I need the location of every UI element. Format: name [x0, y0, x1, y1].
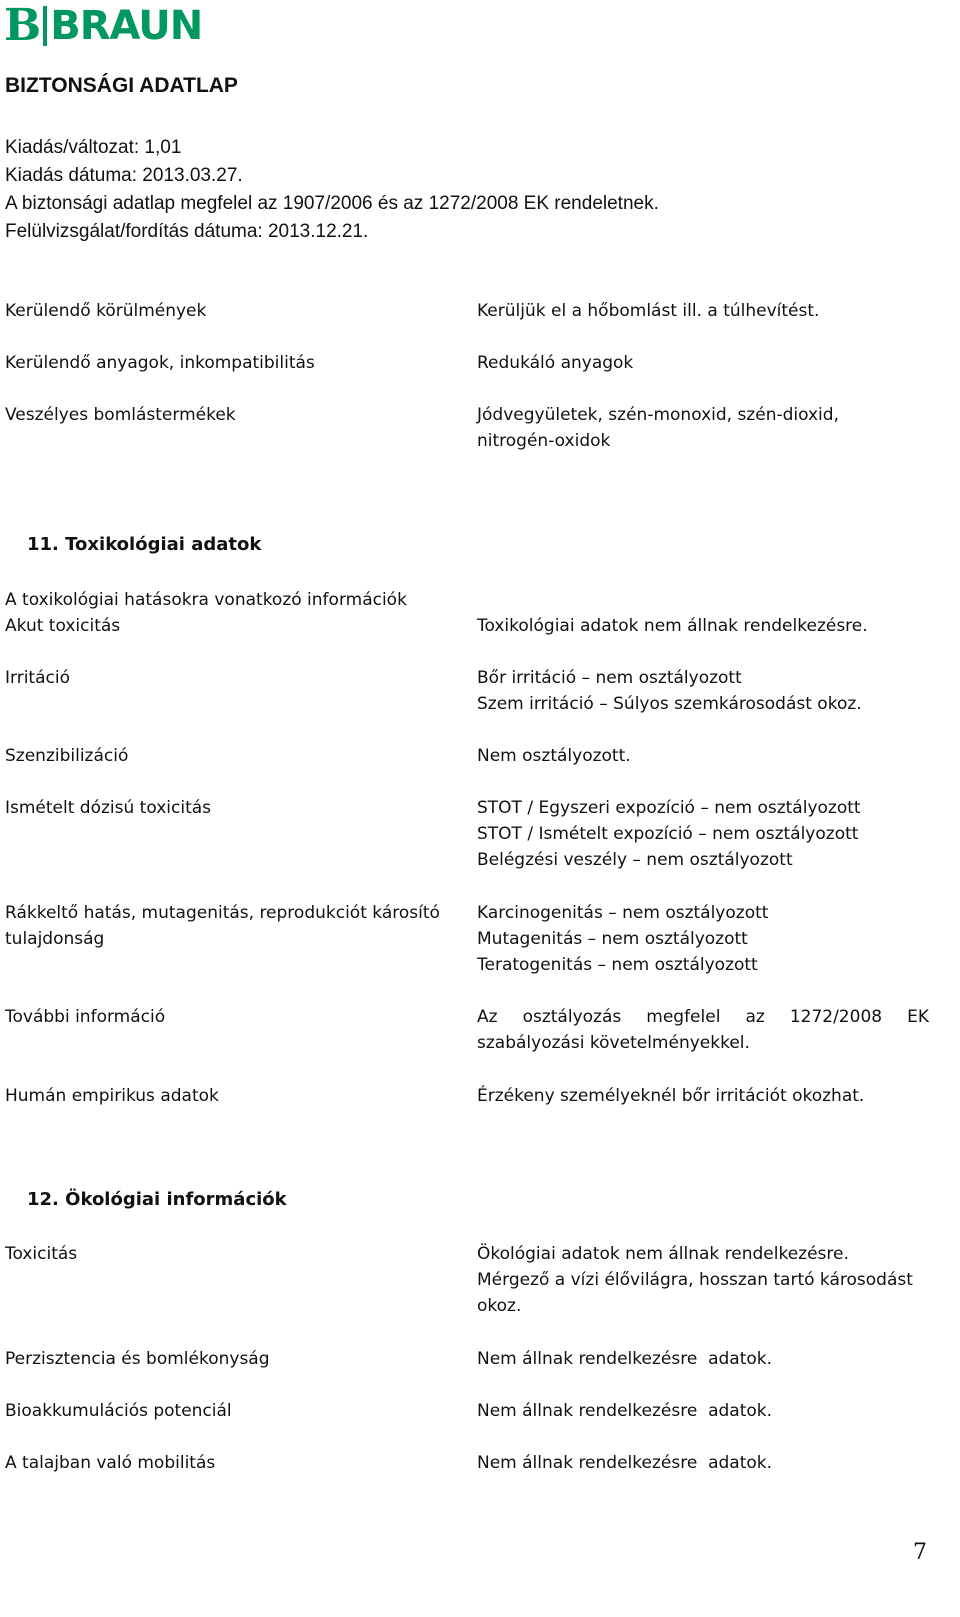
value-line: Jódvegyületek, szén-monoxid, szén-dioxid,	[477, 405, 839, 425]
row-label: Toxicitás	[5, 1244, 78, 1264]
braun-logo	[4, 2, 202, 50]
value-line: Nem állnak rendelkezésre adatok.	[477, 1453, 773, 1473]
value-line: Érzékeny személyeknél bőr irritációt okozhat.	[477, 1086, 865, 1106]
row-value: Az osztályozás megfelel az 1272/2008 EK szabályozási követelményekkel.	[477, 1007, 929, 1053]
meta-regulation: A biztonsági adatlap megfelel az 1907/2006 és az 1272/2008 EK rendeletnek.	[5, 193, 659, 214]
row-value	[477, 743, 929, 769]
value-line: Redukáló anyagok	[477, 353, 634, 373]
value-line: Kerüljük el a hőbomlást ill. a túlhevítést.	[477, 301, 820, 321]
row-label: Bioakkumulációs potenciál	[5, 1401, 232, 1421]
row-label: Akut toxicitás	[5, 616, 121, 636]
row-value	[477, 350, 929, 376]
value-line: nitrogén-oxidok	[477, 431, 611, 451]
value-line: Karcinogenitás – nem osztályozott	[477, 903, 769, 923]
value-line: STOT / Ismételt expozíció – nem osztályozott	[477, 824, 859, 844]
row-label: Kerülendő körülmények	[5, 301, 207, 321]
row-label: Rákkeltő hatás, mutagenitás, reprodukciót károsító tulajdonság	[5, 903, 440, 949]
row-value	[477, 613, 929, 639]
row-value	[477, 1450, 929, 1476]
document-title: BIZTONSÁGI ADATLAP	[5, 74, 238, 97]
row-label: Kerülendő anyagok, inkompatibilitás	[5, 353, 315, 373]
value-line: Ökológiai adatok nem állnak rendelkezésre.	[477, 1244, 849, 1264]
row-label: A talajban való mobilitás	[5, 1453, 216, 1473]
logo-divider	[43, 6, 47, 46]
row-label: Perzisztencia és bomlékonyság	[5, 1349, 270, 1369]
meta-issue-date: Kiadás dátuma: 2013.03.27.	[5, 165, 243, 186]
value-line: Nem osztályozott.	[477, 746, 631, 766]
intro-text: A toxikológiai hatásokra vonatkozó információk	[5, 590, 407, 610]
value-line: Belégzési veszély – nem osztályozott	[477, 850, 793, 870]
page-number: 7	[913, 1540, 927, 1565]
row-value	[477, 1398, 929, 1424]
row-label: Veszélyes bomlástermékek	[5, 405, 236, 425]
meta-review-date: Felülvizsgálat/fordítás dátuma: 2013.12.21.	[5, 221, 369, 242]
row-value	[477, 1346, 929, 1372]
row-value	[477, 665, 929, 717]
row-value	[477, 1083, 929, 1109]
value-line: Mérgező a vízi élővilágra, hosszan tartó károsodást okoz.	[477, 1270, 913, 1316]
row-label: Szenzibilizáció	[5, 746, 129, 766]
logo-brand: BRAUN	[50, 3, 203, 49]
row-value	[477, 900, 929, 978]
value-line: Nem állnak rendelkezésre adatok.	[477, 1401, 773, 1421]
section-12-title: 12. Ökológiai információk	[27, 1189, 287, 1210]
meta-version: Kiadás/változat: 1,01	[5, 137, 182, 158]
value-line: STOT / Egyszeri expozíció – nem osztályozott	[477, 798, 861, 818]
logo-letter: B	[4, 0, 42, 51]
value-line: Szem irritáció – Súlyos szemkárosodást okoz.	[477, 694, 862, 714]
value-line: Teratogenitás – nem osztályozott	[477, 955, 758, 975]
value-line: Nem állnak rendelkezésre adatok.	[477, 1349, 773, 1369]
document-meta	[5, 134, 659, 246]
row-value	[477, 402, 929, 454]
row-label: Humán empirikus adatok	[5, 1086, 219, 1106]
row-label: Ismételt dózisú toxicitás	[5, 798, 212, 818]
value-line: Mutagenitás – nem osztályozott	[477, 929, 748, 949]
row-label: Irritáció	[5, 668, 70, 688]
value-line: Bőr irritáció – nem osztályozott	[477, 668, 742, 688]
row-value	[477, 298, 929, 324]
row-value	[477, 1241, 929, 1319]
value-line: Toxikológiai adatok nem állnak rendelkezésre.	[477, 616, 868, 636]
row-label: További információ	[5, 1007, 166, 1027]
section-11-title: 11. Toxikológiai adatok	[27, 534, 262, 555]
row-value	[477, 795, 929, 873]
